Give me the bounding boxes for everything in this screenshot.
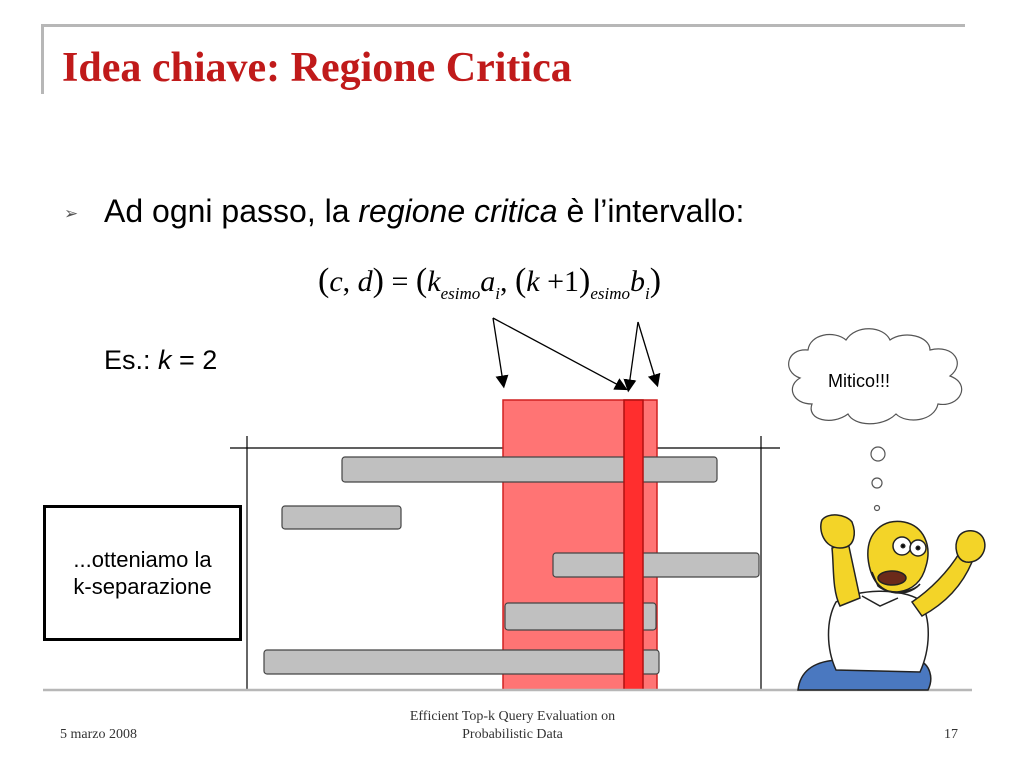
interval-bar [282, 506, 401, 529]
footer-date: 5 marzo 2008 [60, 727, 137, 742]
homer-cheering-icon [798, 515, 985, 690]
formula-k2: k [526, 265, 540, 298]
formula-k: k [427, 265, 441, 298]
callout-box [43, 505, 242, 641]
formula-c: c [329, 265, 343, 298]
formula-equals: = [391, 265, 409, 298]
formula-d: d [357, 265, 373, 298]
formula-paren: ( [318, 262, 330, 299]
bullet-text-after: è l’intervallo: [557, 193, 745, 229]
formula-paren: ( [415, 262, 428, 299]
slide-title: Idea chiave: Regione Critica [62, 45, 572, 91]
footer-page-number: 17 [944, 727, 958, 742]
arrow-b-to-right [638, 322, 656, 381]
formula-paren: ) [649, 262, 662, 299]
thought-cloud-icon [789, 329, 962, 511]
bullet-marker-icon: ➢ [64, 204, 79, 223]
arrow-a-to-band [493, 318, 622, 387]
formula-k2-sub: esimo [590, 284, 631, 303]
example-prefix: Es.: [104, 345, 159, 375]
interval-bar [264, 650, 659, 674]
formula-a: a [480, 265, 496, 298]
example-k: k [158, 345, 172, 375]
interval-bar [553, 553, 759, 577]
arrow-b-to-band [629, 322, 638, 386]
bullet-text-italic: regione critica [358, 193, 558, 229]
callout-line-1: ...otteniamo la [73, 546, 212, 572]
arrow-a-to-left [493, 318, 503, 382]
k-separation-band [624, 400, 643, 690]
formula-paren: ( [514, 262, 527, 299]
formula-paren: ) [372, 262, 384, 299]
interval-bar [342, 457, 717, 482]
thought-cloud-text: Mitico!!! [828, 371, 891, 391]
formula-plus1: +1 [547, 265, 580, 298]
formula-k-sub: esimo [440, 284, 481, 303]
formula-a-sub: i [495, 284, 500, 303]
example-suffix: = 2 [171, 345, 218, 375]
callout-line-2: k-separazione [73, 574, 212, 599]
formula-b: b [630, 265, 646, 298]
formula-paren: ) [579, 262, 591, 299]
formula-b-sub: i [645, 284, 650, 303]
footer-title: Efficient Top-k Query Evaluation on Probabilistic Data [409, 709, 616, 743]
bullet-text-before: Ad ogni passo, la [104, 193, 359, 229]
formula-comma: , [499, 265, 508, 298]
formula-comma: , [342, 265, 351, 298]
